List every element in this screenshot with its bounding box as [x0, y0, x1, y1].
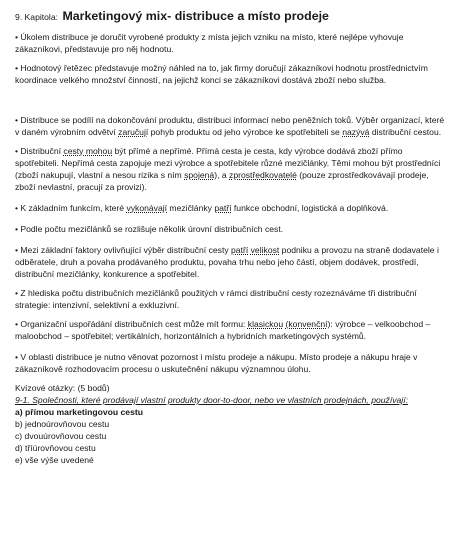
- paragraph-text: (pouze zprostředkovávají prodeje, zboží nevlastní, pracují za provizi).: [15, 170, 429, 192]
- paragraph-text: • Z hlediska počtu distribučních mezičlánků použitých v rámci distribuční cesty rozeznáváme tři distribuční strategie: intenzivní, selektivní a exkluzivní.: [15, 288, 417, 310]
- quiz-option: a) přímou marketingovou cestu: [15, 407, 143, 417]
- underlined-word: (konvenční): [285, 319, 331, 329]
- paragraph-factors: [13, 244, 446, 280]
- quiz-option: c) dvouúrovňovou cestu: [15, 431, 107, 441]
- underlined-word: patří: [214, 203, 232, 213]
- paragraph-text: pohyb produktu od jeho výrobce ke spotřebiteli se: [148, 127, 343, 137]
- paragraph-distribution-task: [13, 31, 446, 55]
- underlined-word: vykonávají: [126, 203, 168, 213]
- paragraph-text: • V oblasti distribuce je nutno věnovat pozornost i místu prodeje a nákupu. Místo prodeje a nákupu hraje v zákazníkově rozhodovacím procesu o uskutečnění nákupu významnou úlohu.: [15, 352, 418, 374]
- paragraph-levels: [13, 223, 446, 235]
- paragraph-text: • Podle počtu mezičlánků se rozlišuje několik úrovní distribučních cest.: [15, 224, 284, 234]
- underlined-word: zprostředkovatelé: [229, 170, 297, 180]
- underlined-word: klasickou: [247, 319, 284, 329]
- paragraph-place-of-sale: [13, 351, 446, 375]
- quiz-option: e) vše výše uvedené: [15, 455, 94, 465]
- underlined-word: spojená: [184, 170, 215, 180]
- paragraph-strategies: [13, 287, 446, 311]
- paragraph-organization: [13, 318, 446, 342]
- paragraph-text: • Úkolem distribuce je doručit vyrobené produkty z místa jejich vzniku na místo, které nejlépe vyhovuje zákazníkovi, představuje pro něj hodnotu.: [15, 32, 404, 54]
- paragraph-text: • Organizační uspořádání distribučních cest může mít formu:: [15, 319, 248, 329]
- paragraph-text: • Mezi základní faktory ovlivňující výběr distribuční cesty: [15, 245, 232, 255]
- chapter-prefix: 9. Kapitola:: [15, 12, 58, 22]
- chapter-heading: Marketingový mix- distribuce a místo prodeje: [62, 9, 329, 23]
- paragraph-value-chain: [13, 62, 446, 86]
- underlined-word: patří: [231, 245, 249, 255]
- chapter-title: [15, 7, 446, 25]
- quiz-section: [13, 382, 446, 466]
- underlined-word: zaručují: [118, 127, 149, 137]
- quiz-option: d) tříúrovňovou cestu: [15, 443, 96, 453]
- paragraph-text: • Hodnotový řetězec představuje možný náhled na to, jak firmy doručují zákazníkovi hodnotu prostřednictvím koordinace velkého množství činností, na jejichž konci se zákazníkovi dostává zboží nebo služba.: [15, 63, 428, 85]
- underlined-word: nazývá: [342, 127, 370, 137]
- paragraph-text: distribuční cestou.: [369, 127, 442, 137]
- paragraph-functions: [13, 202, 446, 214]
- quiz-heading: Kvízové otázky: (5 bodů): [15, 383, 110, 393]
- paragraph-text: • K základním funkcím, které: [15, 203, 127, 213]
- paragraph-direct-indirect: [13, 145, 446, 193]
- quiz-options: [15, 406, 446, 466]
- paragraph-text: : výrobce – velkoobchod – maloobchod – spotřebitel; vertikálních, horizontálních a hybridních marketingových systémů.: [15, 319, 431, 341]
- paragraph-text: podniku a provozu na straně dodavatele i odběratele, druh a povaha prodávaného produktu, povaha trhu nebo jeho částí, objem dodávek, prostředí, distribuční mezičlánky, konkurence a spotřebitel.: [15, 245, 439, 279]
- underlined-word: velikost: [250, 245, 280, 255]
- paragraph-distribution-channel: [13, 114, 446, 138]
- underlined-word: cesty mohou: [63, 146, 113, 156]
- quiz-question: 9-1. Společnosti, které prodávají vlastní produkty door-to-door, nebo ve vlastních prodejnách, používají:: [15, 395, 408, 405]
- paragraph-text: mezičlánky: [167, 203, 215, 213]
- paragraph-text: • Distribuční: [15, 146, 64, 156]
- paragraph-text: být přímé a nepřímé. Přímá cesta je cesta, kdy výrobce dodává zboží přímo spotřebiteli. Nepřímá cesta zapojuje mezi výrobce a spotřebitele různé mezičlánky. Těmi mohou být prostředníci (zboží nakupují, vlastní a nesou rizika s ním: [15, 146, 441, 180]
- quiz-option: b) jednoúrovňovou cestu: [15, 419, 110, 429]
- paragraph-text: funkce obchodní, logistická a doplňková.: [231, 203, 389, 213]
- paragraph-text: • Distribuce se podílí na dokončování produktu, distribuci informací nebo peněžních toků. Výběr organizací, které v daném výrobním odvětví: [15, 115, 445, 137]
- paragraph-text: ), a: [214, 170, 230, 180]
